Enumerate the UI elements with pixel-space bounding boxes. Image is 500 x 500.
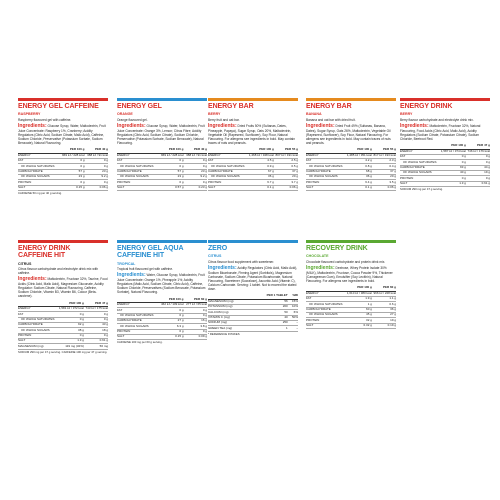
table-cell: 0 g xyxy=(59,158,84,163)
flavour-label: RASPBERRY xyxy=(18,112,41,117)
table-cell: SALT xyxy=(18,185,59,190)
table-cell: 57 g xyxy=(158,169,183,174)
ingredients-text: Maltodextrin, Fructose 32%, Natural Flavouring, Food Acids (Citric Acid, Malic Acid), Acidity Regulators (Sodium Citrate, Potassium Citrate), Sodium Chloride, Beetroot Red. xyxy=(400,123,481,142)
table-cell: 19 g xyxy=(466,170,490,175)
ingredients-text: Dextrose, Whey Protein Isolate 30% (MILK), Maltodextrin, Fructose, Cocoa Powder 9%, Thickener (Carrageenan Gum), Emulsifier (Soy Lecithin), Natural Flavouring. For allergens see ingredients in bold. xyxy=(306,265,393,284)
table-cell: 50% xyxy=(288,315,298,320)
table-cell: 0.06 g xyxy=(372,185,396,190)
table-cell: PROTEIN xyxy=(400,176,439,181)
table-cell: PROTEIN xyxy=(306,318,345,323)
nutrition-table xyxy=(208,148,298,191)
table-cell: 0.19 g xyxy=(372,323,396,328)
table-row xyxy=(306,185,396,190)
table-cell: 0 g xyxy=(59,180,84,185)
color-bar xyxy=(208,240,298,243)
table-cell: 0 g xyxy=(84,317,108,322)
table-cell: 16 g xyxy=(184,318,208,323)
table-cell: 1.1 g xyxy=(372,296,396,301)
color-bar xyxy=(117,240,207,243)
table-cell: 1 xyxy=(252,326,288,331)
table-cell: 37 g xyxy=(372,169,396,174)
product-card-energy-gel-aqua xyxy=(117,240,207,345)
table-cell: 0 g xyxy=(57,317,84,322)
footnote: SODIUM 290 mg per 47 g serving. CAFFEINE 100 mg per 47 g serving. xyxy=(18,349,108,354)
table-cell: 57 g xyxy=(59,169,84,174)
table-cell: 0.15 g xyxy=(158,335,183,340)
table-cell: 45 g xyxy=(345,312,372,317)
table-header-cell: PER 100 g xyxy=(59,148,84,153)
table-cell: 36 g xyxy=(372,307,396,312)
table-cell: 0 g xyxy=(184,329,208,334)
table-cell: OF WHICH SATURATES xyxy=(18,317,57,322)
flavour-label: BERRY xyxy=(400,112,413,117)
color-bar xyxy=(117,98,207,101)
table-cell: 1,587 kJ / 374 kcal xyxy=(440,148,466,153)
table-cell: OF WHICH SUGARS xyxy=(117,174,158,179)
table-cell: 1,581 kJ / 372 kcal xyxy=(58,306,84,311)
ingredients-text: Glucose Syrup, Water, Maltodextrin, Fruit Juice Concentrate: Raspberry 1%, Cranberry; Acidity Regulators (Citric Acid, Sodium Citrate, Malic Acid), Caffeine, Sodium Chloride, Preservative (Potassium Sorbate, Sodium Benzoate), Natural Flavouring. xyxy=(18,123,106,146)
table-cell: OF WHICH SATURATES xyxy=(400,160,439,165)
table-cell: CARBOHYDRATE xyxy=(18,322,57,327)
table-header-cell: PER 100 g xyxy=(345,286,372,291)
table-header-cell: %RI xyxy=(288,294,298,299)
ingredients-text: Maltodextrin, Fructose 32%, Taurine, Food Acids (Citric Acid, Malic Acid), Magnesium Gluconate, Acidity Regulator: Sodium Citrate, Natural Flavouring, Caffeine, Sodium Chloride, Vitamin B3, Vitamin B6, Colour (Beta-carotene). xyxy=(18,277,108,299)
table-cell: OF WHICH SATURATES xyxy=(117,164,158,169)
table-cell: PROTEIN xyxy=(306,180,345,185)
table-cell: OF WHICH SUGARS xyxy=(117,324,158,329)
table-cell: 27 g xyxy=(158,318,183,323)
table-cell: 50 xyxy=(252,310,288,315)
table-header-cell: PER 60 g xyxy=(184,297,208,302)
table-cell: 0.1 g xyxy=(345,185,372,190)
ingredients-heading: Ingredients: xyxy=(306,122,335,129)
table-cell: 0 g xyxy=(466,176,490,181)
table-cell: ENERGY xyxy=(117,153,158,158)
product-title: ENERGY BAR xyxy=(306,103,352,110)
product-description: Berry flavour carbohydrate and electrolyte drink mix. xyxy=(400,117,474,122)
color-bar xyxy=(400,98,490,101)
table-cell: 0 g xyxy=(184,158,208,163)
caffeine-hit-label: CAFFEINE HIT xyxy=(117,252,165,260)
table-cell: PROTEIN xyxy=(208,180,247,185)
nutrition-table xyxy=(400,144,490,187)
table-cell: 0 g xyxy=(184,164,208,169)
product-description: Chocolate flavoured carbohydrate and protein drink mix. xyxy=(306,259,386,264)
table-cell: 3.8 g xyxy=(184,324,208,329)
table-cell: 9.2 g xyxy=(85,174,109,179)
table-cell: 0.4 g xyxy=(372,164,396,169)
table-cell: 20 g xyxy=(274,174,298,179)
ingredients-text: Water, Glucose Syrup, Maltodextrin, Fruit Juice Concentrate: Orange 1%, Pineapple 1%; Acidity Regulators (Malic Acid, Sodium Citrate, Citric Acid), Caffeine, Sodium Chloride, Preservatives (Sodium Benzoate, Potassium Sorbate), Natural Flavouring. xyxy=(117,273,206,295)
color-bar xyxy=(306,98,396,101)
product-description: Berry fruit and oat bar. xyxy=(208,117,240,122)
table-cell: 1.3 g xyxy=(439,181,466,186)
table-cell: 969 kJ / 228 kcal xyxy=(59,153,84,158)
ingredients-heading: Ingredients: xyxy=(117,122,146,129)
product-card-energy-gel xyxy=(117,98,207,192)
table-cell: 0 g xyxy=(466,160,490,165)
table-cell: OF WHICH SUGARS xyxy=(306,174,345,179)
table-cell: POTASSIUM (mg) xyxy=(208,304,252,309)
table-cell: SALT xyxy=(306,323,345,328)
table-cell: 0 g xyxy=(84,333,108,338)
table-cell: 36 g xyxy=(345,174,372,179)
table-cell: 37 g xyxy=(274,169,298,174)
table-cell: PROTEIN xyxy=(18,333,57,338)
nutrition-table xyxy=(18,148,108,191)
table-cell: 388 kJ / 91 kcal xyxy=(184,153,208,158)
product-description: Banana and oat bar with dried fruit. xyxy=(306,117,356,122)
flavour-label: CHOCOLATE xyxy=(306,254,329,259)
product-title: ENERGY DRINK xyxy=(400,103,453,110)
product-title: RECOVERY DRINK xyxy=(306,245,368,252)
table-cell: 0 g xyxy=(57,333,84,338)
color-bar xyxy=(306,240,396,243)
table-cell: 4.5 g xyxy=(247,158,274,163)
table-cell: CARBOHYDRATE xyxy=(117,169,158,174)
flavour-label: CITRUS xyxy=(208,254,222,259)
table-cell: 462 kJ / 109 kcal xyxy=(158,302,183,307)
nutrition-table xyxy=(18,301,108,349)
table-cell: 0.61 g xyxy=(84,339,108,344)
table-cell: – xyxy=(288,320,298,325)
table-cell: 743 kJ / 175 kcal xyxy=(85,306,108,311)
table-cell: 0 g xyxy=(466,154,490,159)
nutrition-table xyxy=(306,148,396,191)
table-cell: PROTEIN xyxy=(18,180,59,185)
table-cell: 6.3 g xyxy=(158,324,183,329)
color-bar xyxy=(18,98,108,101)
ingredients-text: Acidity Regulators (Citric Acid, Malic Acid), Sodium Bicarbonate, Firming Agent (Sorbitols), Magnesium Carbonate, Sodium Citrate, Potassium Bicarbonate, Natural Flavouring, Sweetener (Sucralose), Ascorbic Acid (Vitamin C), Calcium Carbonate. Serving: 1 tablet. Not to exceed the stated dose. xyxy=(208,265,298,292)
table-cell: 18 g xyxy=(84,328,108,333)
table-cell: OF WHICH SATURATES xyxy=(18,164,59,169)
table-cell: 746 kJ / 176 kcal xyxy=(467,148,490,153)
table-cell: OF WHICH SATURATES xyxy=(306,164,345,169)
table-cell: SALT xyxy=(117,185,158,190)
product-title: ENERGY GEL CAFFEINE xyxy=(18,103,99,110)
table-cell: ENERGY xyxy=(208,153,247,158)
table-cell: ENERGY xyxy=(306,291,345,296)
table-cell: 200 xyxy=(252,304,288,309)
table-cell: 0 g xyxy=(158,329,183,334)
product-title: ENERGY GEL xyxy=(117,103,162,110)
ingredients-heading: Ingredients: xyxy=(18,122,47,129)
table-row xyxy=(18,344,108,349)
table-cell: 23 g xyxy=(85,169,109,174)
table-cell: CALCIUM (mg) xyxy=(208,310,252,315)
table-row xyxy=(400,181,490,186)
table-cell: 0.32 g xyxy=(345,323,372,328)
table-cell: 19 g xyxy=(372,318,396,323)
product-card-energy-drink-caffeine xyxy=(18,240,108,354)
table-header-cell: PER 100 g xyxy=(345,148,372,153)
table-cell: 0 g xyxy=(184,180,208,185)
table-cell: 0.09 g xyxy=(184,335,208,340)
table-header-cell: PER 60 g xyxy=(372,286,396,291)
table-cell: OF WHICH SATURATES xyxy=(306,302,345,307)
table-cell: FAT xyxy=(306,296,345,301)
table-cell: 36 g xyxy=(247,174,274,179)
table-cell: FAT xyxy=(306,158,345,163)
table-cell: FAT xyxy=(208,158,247,163)
table-cell: 44 g xyxy=(466,165,490,170)
table-cell: 9.2 g xyxy=(184,174,208,179)
table-cell: SALT xyxy=(117,335,158,340)
table-cell: 0.23 g xyxy=(184,185,208,190)
table-cell: 0.9 g xyxy=(247,164,274,169)
table-cell: 1 g xyxy=(345,302,372,307)
nutrition-table xyxy=(306,286,396,329)
table-cell: 1,468 kJ / 348 kcal xyxy=(248,152,274,157)
table-cell: 15% xyxy=(288,299,298,304)
table-header-cell: PER 1 TABLET xyxy=(252,294,288,299)
table-cell: MAGNESIUM (mg) xyxy=(18,344,57,349)
table-cell: GREEN TEA (mg) xyxy=(208,326,252,331)
product-description: Citrus flavour food supplement with sweetener. xyxy=(208,259,275,264)
table-cell: 1.9 g xyxy=(345,296,372,301)
table-cell: 0.1 g xyxy=(247,185,274,190)
ingredients-text: Glucose Syrup, Water, Maltodextrin, Fruit Juice Concentrate: Orange 3%, Lemon; Citrus Fibre; Acidity Regulators (Citric Acid, Sodium Citrate), Sodium Chloride, Preservative (Potassium Sorbate, Sodium Benzoate), Natural Flavouring. xyxy=(117,123,205,146)
table-cell: ENERGY xyxy=(400,149,439,154)
table-cell: 40 g xyxy=(439,170,466,175)
table-cell: 0.57 g xyxy=(158,185,183,190)
table-cell: PROTEIN xyxy=(117,329,158,334)
table-cell: 67 g xyxy=(247,169,274,174)
table-cell: 60 g xyxy=(345,307,372,312)
table-cell: MAGNESIUM (mg) xyxy=(208,299,252,304)
table-cell: CARBOHYDRATE xyxy=(400,165,439,170)
ingredients-heading: Ingredients: xyxy=(18,276,47,283)
table-cell: 2.5 g xyxy=(274,158,298,163)
table-cell: 43 g xyxy=(84,322,108,327)
table-cell: OF WHICH SATURATES xyxy=(117,313,158,318)
table-header-cell: PER 40 g xyxy=(184,148,208,153)
table-cell: 807 kJ / 191 kcal xyxy=(275,152,298,157)
table-cell: 817 kJ / 193 kcal xyxy=(373,152,396,157)
table-cell: 56 xyxy=(252,299,288,304)
table-cell: FAT xyxy=(18,312,57,317)
footnote: CAFFEINE 100 mg per 60 g serving. xyxy=(117,340,163,345)
product-title: ENERGY BAR xyxy=(208,103,254,110)
flavour-label: BANANA xyxy=(306,112,322,117)
product-description: Citrus flavour carbohydrate and electrolyte drink mix with caffeine. xyxy=(18,267,99,276)
table-cell: 0 g xyxy=(85,158,109,163)
nutrition-table xyxy=(117,148,207,191)
footnote: * REFERENCE INTAKES xyxy=(208,331,240,336)
product-description: Raspberry flavoured gel with caffeine. xyxy=(18,117,72,122)
table-row xyxy=(117,185,207,190)
table-cell: 23 g xyxy=(184,169,208,174)
table-cell: 0.61 g xyxy=(466,181,490,186)
table-cell: 119 mg (32%) xyxy=(57,344,84,349)
product-card-zero xyxy=(208,240,298,336)
table-cell: SALT xyxy=(208,185,247,190)
table-header-cell: PER 40 g xyxy=(85,148,109,153)
product-card-recovery-drink xyxy=(306,240,396,329)
table-row xyxy=(208,185,298,190)
table-cell: OF WHICH SUGARS xyxy=(18,328,57,333)
table-cell: 1,610 kJ / 380 kcal xyxy=(346,290,372,295)
table-cell: ENERGY xyxy=(18,153,59,158)
caffeine-hit-label: CAFFEINE HIT xyxy=(18,252,66,260)
table-cell: 0 g xyxy=(84,312,108,317)
table-header-cell: PER 55 g xyxy=(274,148,298,153)
table-cell: 0 g xyxy=(158,313,183,318)
nutrition-table xyxy=(208,294,298,332)
table-cell: 0 g xyxy=(158,308,183,313)
table-cell: 2.3 g xyxy=(372,158,396,163)
table-cell: 0.06 g xyxy=(274,185,298,190)
product-card-energy-drink-berry xyxy=(400,98,490,192)
table-cell: CARBOHYDRATE xyxy=(117,318,158,323)
table-cell: 56 mg xyxy=(84,344,108,349)
flavour-label: CITRUS xyxy=(18,261,32,266)
table-cell: 6.7 g xyxy=(247,180,274,185)
table-cell: 0 g xyxy=(184,308,208,313)
ingredients-heading: Ingredients: xyxy=(208,122,237,129)
table-cell: 0.5 g xyxy=(274,164,298,169)
table-cell: 23 g xyxy=(158,174,183,179)
table-cell: 0 g xyxy=(439,176,466,181)
table-cell: FAT xyxy=(117,308,158,313)
table-cell: FAT xyxy=(400,154,439,159)
product-card-energy-bar-berry xyxy=(208,98,298,191)
ingredients-heading: Ingredients: xyxy=(400,122,429,129)
table-cell: 0 g xyxy=(439,160,466,165)
table-cell: FAT xyxy=(117,158,158,163)
product-description: Orange flavoured gel. xyxy=(117,117,148,122)
footnote: CAFFEINE 50 mg per 40 g serving. xyxy=(18,191,62,196)
table-cell: 969 kJ / 228 kcal xyxy=(158,153,183,158)
table-cell: 40 xyxy=(252,315,288,320)
product-card-energy-gel-caffeine xyxy=(18,98,108,196)
table-cell: 277 kJ / 65 kcal xyxy=(184,302,208,307)
table-row xyxy=(208,326,298,331)
table-cell: VITAMIN C (mg) xyxy=(208,315,252,320)
table-cell: OF WHICH SUGARS xyxy=(18,174,59,179)
table-cell: OF WHICH SUGARS xyxy=(306,312,345,317)
table-cell: 0.15 g xyxy=(59,185,84,190)
table-cell: ENERGY xyxy=(18,306,57,311)
ingredients-text: Dried Fruits 50% (Sultanas, Dates, Pineapple, Papaya), Sugar Syrup, Oats 20%, Maltodextrin, Vegetable Oil (Rapeseed, Sunflower), Soy Flour, Natural Flavouring. For allergens see ingredients in bold. May contain traces of nuts and peanuts. xyxy=(208,123,295,146)
table-cell: 0.8 g xyxy=(345,164,372,169)
table-cell: 0.6 g xyxy=(372,302,396,307)
footnote: SODIUM 290 mg per 47 g serving. xyxy=(400,187,443,192)
table-cell: SODIUM (mg) xyxy=(208,320,252,325)
table-cell: 92 g xyxy=(57,322,84,327)
table-cell: 1,485 kJ / 351 kcal xyxy=(346,152,372,157)
table-header-cell: PER 47 g xyxy=(466,144,490,149)
table-cell: CARBOHYDRATE xyxy=(18,169,59,174)
table-row xyxy=(306,323,396,328)
table-cell: 0 g xyxy=(59,164,84,169)
product-card-energy-bar-banana xyxy=(306,98,396,191)
color-bar xyxy=(18,240,108,243)
color-bar xyxy=(208,98,298,101)
table-cell: 32 g xyxy=(345,318,372,323)
flavour-label: BERRY xyxy=(208,112,221,117)
table-cell: 0 g xyxy=(158,164,183,169)
table-header-cell: PER 100 g xyxy=(247,148,274,153)
table-cell: OF WHICH SUGARS xyxy=(400,170,439,175)
table-cell: 3.5 g xyxy=(372,180,396,185)
table-cell: 10% xyxy=(288,304,298,309)
table-cell: 966 kJ / 228 kcal xyxy=(373,290,396,295)
ingredients-text: Dried Fruit 49% (Sultanas, Banana, Dates), Sugar Syrup, Oats 26%, Maltodextrin, Vegetable Oil (Rapeseed, Sunflower), Soy Flour, Natural Flavouring. For allergens see ingredients in bold. May contain traces of nuts and peanuts. xyxy=(306,123,391,146)
table-row xyxy=(18,185,108,190)
table-cell: 6% xyxy=(288,310,298,315)
table-cell: 20 g xyxy=(372,174,396,179)
flavour-label: ORANGE xyxy=(117,112,133,117)
table-cell: 68 g xyxy=(345,169,372,174)
table-cell: OF WHICH SATURATES xyxy=(208,164,247,169)
product-title: ENERGY DRINK CAFFEINE HIT xyxy=(18,245,108,260)
table-cell: 6.4 g xyxy=(345,180,372,185)
table-header-cell: PER 100 g xyxy=(439,144,466,149)
table-row xyxy=(117,335,207,340)
table-cell: 0 g xyxy=(57,312,84,317)
table-cell: 1.3 g xyxy=(57,339,84,344)
table-cell: SALT xyxy=(306,185,345,190)
table-cell: 27 g xyxy=(372,312,396,317)
table-cell: SALT xyxy=(18,339,57,344)
ingredients-heading: Ingredients: xyxy=(117,272,146,279)
table-cell: CARBOHYDRATE xyxy=(208,169,247,174)
table-cell: 93 g xyxy=(439,165,466,170)
table-cell: 3.7 g xyxy=(274,180,298,185)
ingredients-heading: Ingredients: xyxy=(306,264,335,271)
table-header-cell: PER 100 g xyxy=(57,301,84,306)
table-cell: 38 g xyxy=(57,328,84,333)
table-cell: OF WHICH SUGARS xyxy=(208,174,247,179)
table-cell: 0 g xyxy=(158,180,183,185)
table-cell: 0 g xyxy=(158,158,183,163)
table-cell: 4.2 g xyxy=(345,158,372,163)
table-cell: 0 g xyxy=(85,164,109,169)
table-header-cell: PER 47 g xyxy=(84,301,108,306)
table-cell: ENERGY xyxy=(117,302,158,307)
product-description: Tropical fruit flavoured gel with caffeine. xyxy=(117,267,173,272)
table-cell: FAT xyxy=(18,158,59,163)
table-cell: 0.06 g xyxy=(85,185,109,190)
table-header-cell: PER 100 g xyxy=(158,148,183,153)
table-cell: 23 g xyxy=(59,174,84,179)
table-cell: SALT xyxy=(400,181,439,186)
table-cell: CARBOHYDRATE xyxy=(306,169,345,174)
table-cell: 388 kJ / 91 kcal xyxy=(85,153,109,158)
table-cell: 0 g xyxy=(85,180,109,185)
table-cell: CARBOHYDRATE xyxy=(306,307,345,312)
table-cell: – xyxy=(288,326,298,331)
table-cell: ENERGY xyxy=(306,153,345,158)
table-cell: PROTEIN xyxy=(117,180,158,185)
nutrition-table xyxy=(117,297,207,340)
table-cell: 0 g xyxy=(184,313,208,318)
table-cell: 250 xyxy=(252,320,288,325)
table-header-cell: PER 100 g xyxy=(158,297,183,302)
product-title: ENERGY GEL AQUA CAFFEINE HIT xyxy=(117,245,207,260)
product-title: ZERO xyxy=(208,245,228,252)
flavour-label: TROPICAL xyxy=(117,261,136,266)
table-cell: 0 g xyxy=(439,154,466,159)
ingredients-heading: Ingredients: xyxy=(208,264,237,271)
table-header-cell: PER 55 g xyxy=(372,148,396,153)
